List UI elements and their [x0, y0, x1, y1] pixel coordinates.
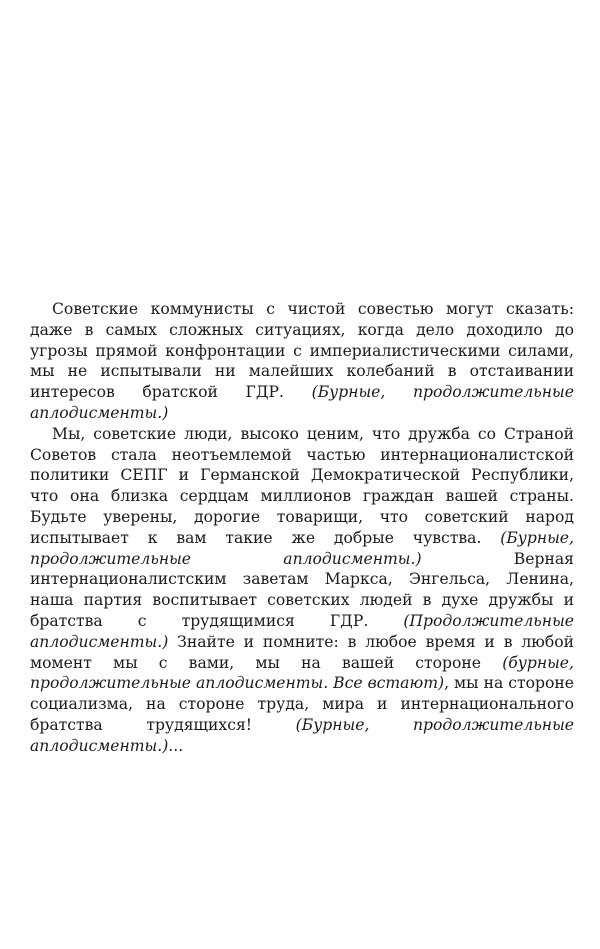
paragraph-1-remark: (Бурные, продолжительные аплодисменты.): [30, 383, 574, 422]
paragraph-1-text: Советские коммунисты с чистой совестью могут сказать: даже в самых сложных ситуациях, когда дело доходило до угрозы прямой конфронтации с империалистическими силами, мы не испытывали ни малейших колебаний в отстаивании интересов братской ГДР.: [30, 300, 574, 402]
paragraph-2-remark-4: (Бурные, продолжительные аплодисменты.): [30, 715, 575, 755]
paragraph-2-text-5: ...: [168, 736, 184, 755]
paragraph-2-text-1: Мы, советские люди, высоко ценим, что дружба со Страной Советов стала неотъемлемой частью интернационалистской политики СЕПГ и Германской Демократической Республики, что она близка сердцам миллионов граждан вашей страны. Будьте уверены, дорогие товарищи, что советский народ испытывает к вам такие же добрые чувства.: [30, 424, 574, 547]
paragraph-2-text-4: , мы на стороне социализма, на стороне труда, мира и интернационального братства трудящихся!: [30, 674, 574, 734]
paragraph-2-remark-2: (Продолжительные аплодисменты.): [30, 611, 574, 651]
speech-excerpt: [30, 299, 574, 757]
paragraph-2-text-2: Верная интернационалистским заветам Маркса, Энгельса, Ленина, наша партия воспитывает советских людей в духе дружбы и братства с трудящимися ГДР.: [30, 549, 574, 630]
paragraph-2: [30, 424, 574, 757]
paragraph-1: [30, 299, 574, 424]
paragraph-2-text-3: Знайте и помните: в любое время и в любой момент мы с вами, мы на вашей стороне: [30, 632, 574, 672]
paragraph-2-remark-3: (бурные, продолжительные аплодисменты. Все встают): [30, 653, 574, 693]
paragraph-2-remark-1: (Бурные, продолжительные аплодисменты.): [30, 528, 574, 568]
